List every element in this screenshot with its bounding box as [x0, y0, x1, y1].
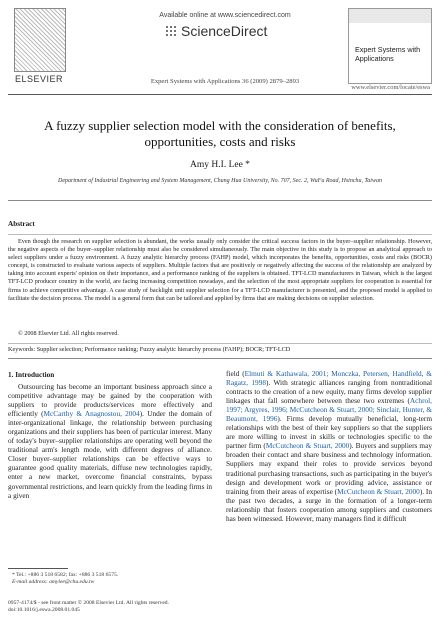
footnote-contact: * Tel.: +886 3 518 6582; fax: +886 3 518 6575.	[12, 572, 119, 578]
body-text-segment: ). In the past two decades, a surge in the formation of a longer-term relationship that fosters cooperation among suppliers and customers has been witnessed. However, many managers find it difficult	[226, 486, 432, 523]
paper-title: A fuzzy supplier selection model with the consideration of benefits, opportunities, costs and risks	[44, 118, 396, 149]
divider	[8, 343, 432, 344]
journal-cover	[348, 8, 432, 84]
footnote	[12, 572, 212, 586]
journal-cover-title: Expert Systems with Applications	[355, 45, 421, 63]
citation-link[interactable]: McCutcheon & Stuart, 2000	[337, 486, 420, 496]
body-text-segment: ). Under the domain of inter-organizational linkage, the relationship between purchasing organizations and their suppliers has been of particular interest. Many of today's buyer–supplier relationships are operating well beyond the traditional arm's length mode, with different degrees of alliance. Closer buyer–supplier relationships can be effective ways to guarantee good quality materials, diffuse new technologies rapidly, enter a new market, overcome financial constraints, bypass governmental restrictions, and learn quickly from the leading firms in a given	[8, 409, 212, 500]
elsevier-tree-icon	[14, 8, 66, 72]
author: Amy H.I. Lee *	[190, 160, 250, 170]
divider	[8, 234, 432, 235]
divider	[8, 200, 432, 201]
sciencedirect-dots-icon	[165, 25, 177, 37]
divider	[8, 358, 432, 359]
citation-link[interactable]: McCarthy & Anagnostou, 2004	[43, 409, 140, 419]
available-online-text: Available online at www.sciencedirect.com	[159, 12, 291, 19]
citation-link[interactable]: Elmuti & Kathawala, 2001; Monczka, Petersen, Handfield, & Ragatz, 1998	[226, 369, 432, 388]
body-text-segment: Outsourcing has become an important business approach since a competitive advantage may be gained by the cooperation with suppliers to provide products/services more effectively and efficiently (	[8, 382, 212, 419]
citation-link[interactable]: Achrol, 1997; Argyres, 1996; McCutcheon & Stuart, 2000; Sinclair, Hunter, & Beaumont, 1996	[226, 396, 432, 424]
journal-reference: Expert Systems with Applications 36 (2009) 2879–2893	[150, 78, 300, 85]
issn-line: 0957-4174/$ - see front matter © 2008 Elsevier Ltd. All rights reserved.	[8, 600, 169, 606]
doi-line[interactable]: doi:10.1016/j.eswa.2008.01.045	[8, 607, 80, 613]
body-right-column	[226, 369, 432, 523]
section-heading: 1. Introduction	[8, 371, 55, 379]
copyright: © 2008 Elsevier Ltd. All rights reserved.	[18, 330, 119, 337]
sciencedirect-name: ScienceDirect	[181, 23, 268, 39]
footnote-divider	[8, 568, 68, 569]
keywords: Keywords: Supplier selection; Performance ranking; Fuzzy analytic hierarchy process (FAHP); BOCR; TFT-LCD	[8, 346, 291, 353]
affiliation: Department of Industrial Engineering and System Management, Chung Hua University, No. 707, Sec. 2, WuFu Road, Hsinchu, Taiwan	[58, 178, 382, 184]
divider	[8, 94, 432, 95]
body-text-segment: ). Firms develop mutually beneficial, long-term relationships with the best of their key suppliers so that the suppliers are more willing to invest in skills or technologies specific to the partner firm (	[226, 414, 432, 451]
body-left-column	[8, 382, 212, 500]
body-text-segment: ). Buyers and suppliers may broaden their contact and share business and technology information. Suppliers may expand their roles to provide services beyond traditional purchasing transactions, such as participating in the buyer's design and development work or providing advice, assistance or training from their areas of expertise (	[226, 441, 432, 496]
abstract-heading: Abstract	[8, 220, 35, 228]
abstract-text: Even though the research on supplier selection is abundant, the works usually only consider the critical success factors in the buyer–supplier relationship. However, the negative aspects of the buyer–supplier relationship must also be considered simultaneously. The main objective in this study is to propose an analytical approach to select suppliers under a fuzzy environment. A fuzzy analytic hierarchy process (FAHP) model, which incorporates the benefits, opportunities, costs and risks (BOCR) concept, is constructed to evaluate various aspects of suppliers. Multiple factors that are positively or negatively affecting the success of the relationship are analyzed by taking into account experts' opinion on their importance, and a performance ranking of the suppliers is obtained. TFT-LCD manufacturers in Taiwan, which is the largest TFT-LCD producer country in the world, are facing increasing competition nowadays, and the selection of the most appropriate suppliers for cooperation is essential for firms to achieve competitive advantage. A case study of backlight unit supplier selection for a TFT-LCD manufacturer is presented, and the proposed model is applied to facilitate the decision process. The model is a general form that can be tailored and applied by firms that are making decisions on supplier selection.	[8, 238, 432, 302]
front-matter	[8, 600, 228, 614]
journal-url[interactable]: www.elsevier.com/locate/eswa	[351, 84, 430, 91]
body-text-segment: ). With strategic alliances ranging from nontraditional contracts to the creation of a new equity, many firms develop supplier linkages that fall somewhere between these two extremes (	[226, 378, 432, 406]
sciencedirect-logo	[165, 22, 285, 40]
cover-stripe	[349, 9, 431, 23]
body-text-segment: field (	[226, 369, 245, 378]
publisher-name: ELSEVIER	[14, 74, 64, 84]
citation-link[interactable]: McCutcheon & Stuart, 2000	[265, 441, 350, 451]
footnote-email[interactable]: E-mail address: amylee@chu.edu.tw	[12, 579, 95, 585]
elsevier-logo	[8, 8, 70, 88]
